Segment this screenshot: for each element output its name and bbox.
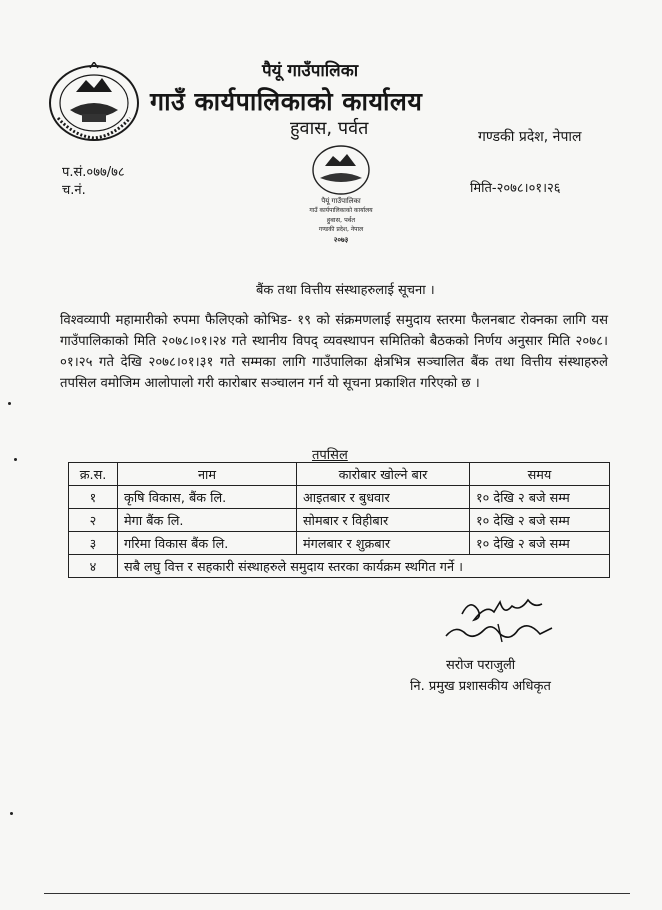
seal-year: २०७३ (333, 236, 349, 244)
row-time: १० देखि २ बजे सम्म (470, 509, 610, 532)
office-seal-stamp (300, 140, 382, 250)
row-serial: ३ (69, 532, 118, 555)
notice-body: विश्वव्यापी महामारीको रुपमा फैलिएको कोभिड- १९ को संक्रमणलाई समुदाय स्तरमा फैलनबाट रोक्नका लागि यस गाउँपालिकाको मिति २०७८।०१।२४ गते स्थानीय विपद् व्यवस्थापन समितिको बैठकको निर्णय अनुसार मिति २०७८।०१।२५ गते देखि २०७८।०१।३१ गते सम्मका लागि गाउँपालिका क्षेत्रभित्र सञ्चालित बैंक तथा वित्तीय संस्थाहरुले तपसिल वमोजिम आलोपालो गरी कारोबार सञ्चालन गर्न यो सूचना प्रकाशित गरिएको छ । (60, 313, 608, 391)
province-label: गण्डकी प्रदेश, नेपाल (478, 129, 582, 145)
header-time: समय (470, 463, 610, 486)
row-serial: ४ (69, 555, 118, 578)
seal-line-1: पैयूं गाउँपालिका (321, 197, 361, 205)
handwritten-signature (440, 594, 560, 648)
reference-number: प.सं.०७७/७८ (62, 165, 125, 180)
table-caption: तपसिल (312, 448, 348, 463)
row-time: १० देखि २ बजे सम्म (470, 532, 610, 555)
header-name: नाम (118, 463, 297, 486)
seal-line-2: गाउँ कार्यपालिकाको कार्यालय (309, 207, 373, 214)
row-bank-name: मेगा बैंक लि. (118, 509, 297, 532)
seal-line-3: हुवास, पर्वत (326, 216, 356, 224)
notice-subject: बैंक तथा वित्तीय संस्थाहरुलाई सूचना । (256, 283, 435, 298)
office-location: हुवास, पर्वत (290, 118, 369, 139)
scan-speck (14, 458, 17, 461)
header-serial: क्र.स. (69, 463, 118, 486)
table-row (69, 486, 610, 509)
scan-speck (10, 812, 13, 815)
row-days: मंगलबार र शुक्रबार (297, 532, 470, 555)
dispatch-number: च.नं. (62, 183, 86, 198)
nepal-emblem-logo (46, 62, 142, 144)
signatory-designation: नि. प्रमुख प्रशासकीय अधिकृत (410, 679, 551, 694)
footer-divider (44, 893, 630, 894)
row-days: सोमबार र विहीबार (297, 509, 470, 532)
signatory-name: सरोज पराजुली (446, 658, 516, 673)
table-header-row (69, 463, 610, 486)
row-serial: २ (69, 509, 118, 532)
seal-line-4: गण्डकी प्रदेश, नेपाल (318, 226, 364, 233)
header-days: कारोबार खोल्ने बार (297, 463, 470, 486)
scan-speck (8, 402, 11, 405)
table-row (69, 509, 610, 532)
office-title: गाउँ कार्यपालिकाको कार्यालय (150, 87, 423, 116)
table-row (69, 555, 610, 578)
row-days: आइतबार र बुधवार (297, 486, 470, 509)
row-note: सबै लघु वित्त र सहकारी संस्थाहरुले समुदाय स्तरका कार्यक्रम स्थगित गर्ने । (118, 555, 610, 578)
row-serial: १ (69, 486, 118, 509)
row-time: १० देखि २ बजे सम्म (470, 486, 610, 509)
row-bank-name: गरिमा विकास बैंक लि. (118, 532, 297, 555)
schedule-table (68, 462, 610, 578)
municipality-name: पैयूं गाउँपालिका (262, 61, 359, 81)
row-bank-name: कृषि विकास, बैंक लि. (118, 486, 297, 509)
table-row (69, 532, 610, 555)
date-label: मिति-२०७८।०१।२६ (470, 181, 561, 196)
